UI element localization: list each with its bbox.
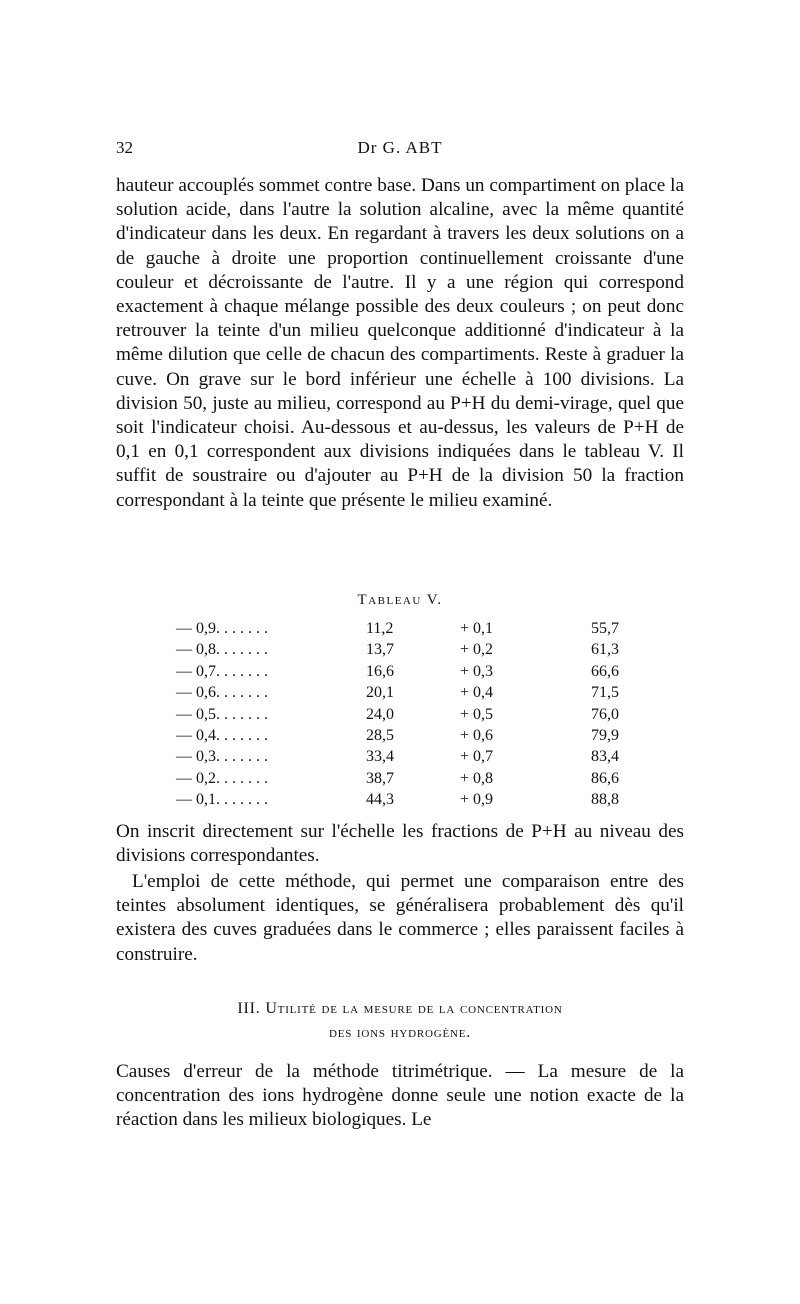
paragraph-3: L'emploi de cette méthode, qui permet une comparaison entre des teintes absolument identiques, se généralisera probablement dès qu'il existera des cuves graduées dans le commerce ; elles paraissent faciles à construire. <box>116 871 684 965</box>
section-heading <box>116 997 684 1045</box>
page-number: 32 <box>116 138 133 157</box>
table-row <box>176 620 626 641</box>
table-row <box>176 791 626 812</box>
table-cell: 44,3 <box>366 791 394 809</box>
table-cell: + 0,7 <box>460 748 494 766</box>
table-cell: — 0,4. . . . . . . <box>176 726 268 744</box>
table-cell: + 0,6 <box>460 726 494 744</box>
paragraph-1: hauteur accouplés sommet contre base. Dans un compartiment on place la solution acide, dans l'autre la solution alcaline, avec la même quantité d'indicateur dans les deux. En regardant à travers les deux solutions on a de gauche à droite une proportion continuellement croissante d'une couleur et décroissante de l'autre. Il y a une région qui correspond exactement à chaque mélange possible des deux couleurs ; on peut donc retrouver la teinte d'un milieu quelconque additionné d'indicateur à la même dilution que celle de chacun des compartiments. Reste à graduer la cuve. On grave sur le bord inférieur une échelle à 100 divisions. La division 50, juste au milieu, correspond au P+H du demi-virage, quel que soit l'indicateur choisi. Au-dessous et au-dessus, les valeurs de P+H de 0,1 en 0,1 correspondent aux divisions indiquées dans le tableau V. Il suffit de soustraire ou d'ajouter au P+H de la division 50 la fraction correspondant à la teinte que présente le milieu examiné. <box>116 175 684 511</box>
table-cell: + 0,4 <box>460 684 494 702</box>
page-header <box>116 138 684 164</box>
section-heading-line-2: des ions hydrogène. <box>328 1024 472 1041</box>
table-cell: 83,4 <box>591 748 619 766</box>
running-head: Dr G. ABT <box>357 138 443 157</box>
table-cell: 86,6 <box>591 769 619 787</box>
table-cell: 38,7 <box>366 769 394 787</box>
table-cell: + 0,9 <box>460 791 494 809</box>
table-caption: Tableau V. <box>357 592 443 608</box>
table-cell: 79,9 <box>591 726 619 744</box>
table-cell: + 0,5 <box>460 705 494 723</box>
table-cell: 24,0 <box>366 705 394 723</box>
table-cell: 16,6 <box>366 662 394 680</box>
table-cell: + 0,1 <box>460 620 494 637</box>
paragraph-4: Causes d'erreur de la méthode titrimétrique. — La mesure de la concentration des ions hydrogène donne seule une notion exacte de la réaction dans les milieux biologiques. Le <box>116 1061 684 1131</box>
table-row <box>176 727 626 748</box>
table-cell: — 0,7. . . . . . . <box>176 662 268 680</box>
table-cell: — 0,2. . . . . . . <box>176 769 268 787</box>
table-cell: 76,0 <box>591 705 619 723</box>
table-row <box>176 663 626 684</box>
table-cell: — 0,6. . . . . . . <box>176 684 268 702</box>
table-cell: — 0,9. . . . . . . <box>176 620 268 637</box>
table-cell: — 0,3. . . . . . . <box>176 748 268 766</box>
table-row <box>176 748 626 769</box>
table-cell: + 0,2 <box>460 641 494 659</box>
table-row <box>176 641 626 662</box>
table-cell: 88,8 <box>591 791 619 809</box>
table-row <box>176 706 626 727</box>
table-v <box>176 620 626 813</box>
table-cell: — 0,8. . . . . . . <box>176 641 268 659</box>
table-cell: 28,5 <box>366 726 394 744</box>
table-row <box>176 770 626 791</box>
paragraph-2: On inscrit directement sur l'échelle les fractions de P+H au niveau des divisions correspondantes. <box>116 821 684 867</box>
table-cell: — 0,1. . . . . . . <box>176 791 268 809</box>
table-row <box>176 684 626 705</box>
table-cell: 33,4 <box>366 748 394 766</box>
table-cell: 55,7 <box>591 620 619 637</box>
section-heading-line-1: III. Utilité de la mesure de la concentration <box>237 1000 563 1017</box>
table-cell: 20,1 <box>366 684 394 702</box>
table-cell: 71,5 <box>591 684 619 702</box>
table-cell: — 0,5. . . . . . . <box>176 705 268 723</box>
table-cell: 13,7 <box>366 641 394 659</box>
table-cell: 61,3 <box>591 641 619 659</box>
table-cell: + 0,3 <box>460 662 494 680</box>
table-cell: + 0,8 <box>460 769 494 787</box>
table-cell: 66,6 <box>591 662 619 680</box>
table-cell: 11,2 <box>366 620 394 637</box>
